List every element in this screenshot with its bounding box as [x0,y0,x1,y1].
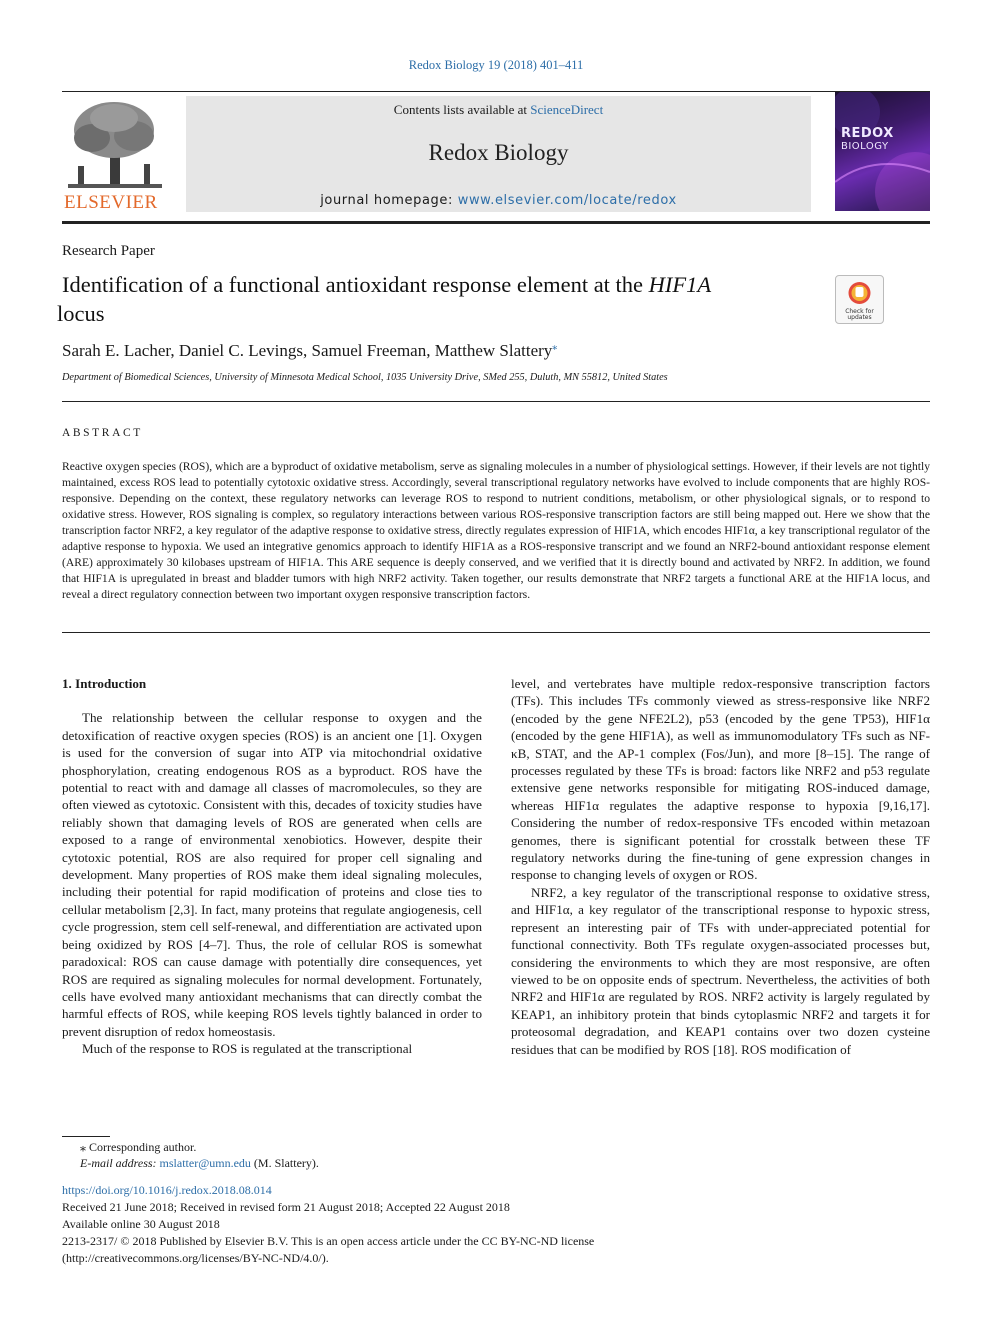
sciencedirect-link[interactable]: ScienceDirect [530,102,604,117]
footnote-divider [62,1136,110,1137]
publication-info [62,1182,594,1267]
footnotes [62,1139,319,1171]
article-type: Research Paper [62,243,155,259]
corresponding-footnote: ⁎ Corresponding author. [80,1140,197,1154]
available-online: Available online 30 August 2018 [62,1217,220,1231]
title-gene: HIF1A [648,272,712,297]
section-heading: 1. Introduction [62,676,147,691]
body-paragraph: NRF2, a key regulator of the transcriptional response to oxidative stress, and HIF1α, a key regulator of the transcriptional response to hypoxic stress, represent an interesting pair of TFs with under-appreciated potential for functional connectivity. Both TFs regulate oxygen-associated processes but, considering the environments to which they are most responsive, are often viewed to be on opposite ends of spectrum. Nevertheless, the activities of both NRF2 and HIF1α are regulated by ROS. NRF2 activity is largely regulated by KEAP1, an inhibitory protein that binds cytoplasmic NRF2 and targets it for proteosomal degradation, and KEAP1 contains over two dozen cysteine residues that can be modified by ROS [18]. ROS modification of [511,884,930,1057]
check-for-updates-badge[interactable] [835,275,884,324]
body-paragraph: The relationship between the cellular response to oxygen and the detoxification of reactive oxygen species (ROS) is an ancient one [1]. Oxygen is used for the conversion of sugar into ATP via mitochondrial oxidative phosphorylation, creating endogenous ROS as a byproduct. ROS have the potential to react with and damage all classes of macromolecules, so they are often viewed as cytotoxic. Consistent with this, decades of toxicity studies have reliably shown that damaging levels of ROS are generated when cells are exposed to a range of environmental xenobiotics. However, despite their cytotoxic potential, ROS are also required for proper cell signaling and development. Many properties of ROS make them ideal signaling molecules, including their potential for rapid modification of proteins and close ties to cellular metabolism [2,3]. In fact, many proteins that regulate angiogenesis, cell cycle progression, stem cell self-renewal, and differentiation are activated upon being oxidized by ROS [4–7]. Thus, the role of cellular ROS is somewhat paradoxical: ROS can cause damage with potentially dire consequences, yet ROS are required as signaling molecules for normal development. Fortunately, cells have evolved many antioxidant mechanisms that can directly combat the harmful effects of ROS, while keeping ROS levels tightly balanced in order to prevent disruption of redox homeostasis. [62,710,482,1039]
body-left-column [62,675,482,1058]
journal-name: Redox Biology [428,140,569,165]
email-suffix: (M. Slattery). [250,1156,319,1170]
affiliation: Department of Biomedical Sciences, University of Minnesota Medical School, 1035 University Drive, SMed 255, Duluth, MN 55812, United States [62,372,668,383]
elsevier-tree-icon [62,98,172,212]
license-text: 2213-2317/ © 2018 Published by Elsevier B.V. This is an open access article under the CC BY-NC-ND license [62,1234,595,1248]
title-main: Identification of a functional antioxidant response element at the [62,272,649,297]
author-list [62,341,557,361]
front-matter-divider [62,401,930,402]
svg-text:updates: updates [847,314,872,321]
contents-line [186,102,811,118]
body-paragraph: level, and vertebrates have multiple redox-responsive transcription factors (TFs). This includes TFs commonly viewed as stress-responsive like NRF2 (encoded by the gene NFE2L2), p53 (encoded by the gene TP53), HIF1α (encoded by the gene HIF1A), as well as immunomodulatory TFs such as NF-κB, STAT, and the AP-1 complex (Fos/Jun), and more [8–15]. The range of processes regulated by these TFs is broad: factors like NRF2 and p53 regulate extensive gene networks responsible for mitigating ROS-induced damage, whereas HIF1α regulates the adaptive response to hypoxia [9,16,17]. Considering the number of redox-responsive TFs encoded within metazoan genomes, there is significant potential for crosstalk between these TF regulatory networks during the fine-tuning of gene expression changes in response to changing levels of oxygen or ROS. [511,676,930,883]
top-divider [62,91,930,92]
abstract-heading: ABSTRACT [62,427,143,439]
check-updates-icon [836,276,883,323]
received-dates: Received 21 June 2018; Received in revised form 21 August 2018; Accepted 22 August 2018 [62,1200,510,1214]
abstract-divider [62,632,930,633]
body-paragraph: Much of the response to ROS is regulated at the transcriptional [82,1041,413,1057]
authors-text: Sarah E. Lacher, Daniel C. Levings, Samuel Freeman, Matthew Slattery [62,341,553,360]
abstract-text: Reactive oxygen species (ROS), which are a byproduct of oxidative metabolism, serve as signaling molecules in a number of physiological settings. However, if their levels are not tightly maintained, excess ROS lead to potentially cytotoxic oxidative stress. Accordingly, several transcriptional regulatory networks have evolved to include components that are highly ROS-responsive. Depending on the context, these regulatory networks can leverage ROS to respond to nutrient conditions, metabolism, or other physiological signals, or to respond to oxidative stress. However, ROS signaling is complex, so regulatory interactions between various ROS-responsive transcription factors are still being mapped out. Here we show that the transcription factor NRF2, a key regulator of the adaptive response to oxidative stress, directly regulates expression of HIF1A, which encodes HIF1α, a key transcriptional regulator of the adaptive response to hypoxia. We used an integrative genomics approach to identify HIF1A as a ROS-responsive transcript and we found an NRF2-bound antioxidant response element (ARE) approximately 30 kilobases upstream of HIF1A. This ARE sequence is deeply conserved, and we verified that it is directly bound and activated by NRF2. In addition, we found that HIF1A is upregulated in breast and bladder tumors with high NRF2 activity. Taken together, our results demonstrate that NRF2 targets a functional ARE at the HIF1A locus, and reveal a direct regulatory connection between two important oxygen responsive transcription factors. [62,460,930,602]
journal-homepage [186,193,811,208]
svg-text:Check for: Check for [845,308,874,315]
journal-banner [186,96,811,212]
journal-cover[interactable] [835,92,930,211]
elsevier-logo[interactable] [62,98,172,212]
email-link[interactable]: mslatter@umn.edu [159,1156,251,1170]
header-divider [62,221,930,224]
title-end: locus [57,301,105,326]
email-footnote [62,1155,319,1171]
cover-title [841,128,894,153]
email-label: E-mail address: [80,1156,160,1170]
contents-prefix: Contents lists available at [393,102,531,117]
doi-link[interactable]: https://doi.org/10.1016/j.redox.2018.08.014 [62,1183,272,1197]
cover-title-line2: BIOLOGY [841,141,889,152]
homepage-link[interactable]: www.elsevier.com/locate/redox [457,193,677,208]
corresponding-author-mark[interactable]: ⁎ [552,341,558,353]
journal-citation[interactable]: Redox Biology 19 (2018) 401–411 [408,58,584,72]
body-right-column [511,675,930,1058]
elsevier-wordmark: ELSEVIER [64,192,158,212]
cover-title-line1: REDOX [841,126,894,141]
article-title [57,270,822,328]
homepage-prefix: journal homepage: [320,193,458,208]
license-url: (http://creativecommons.org/licenses/BY-NC-ND/4.0/). [62,1251,329,1265]
